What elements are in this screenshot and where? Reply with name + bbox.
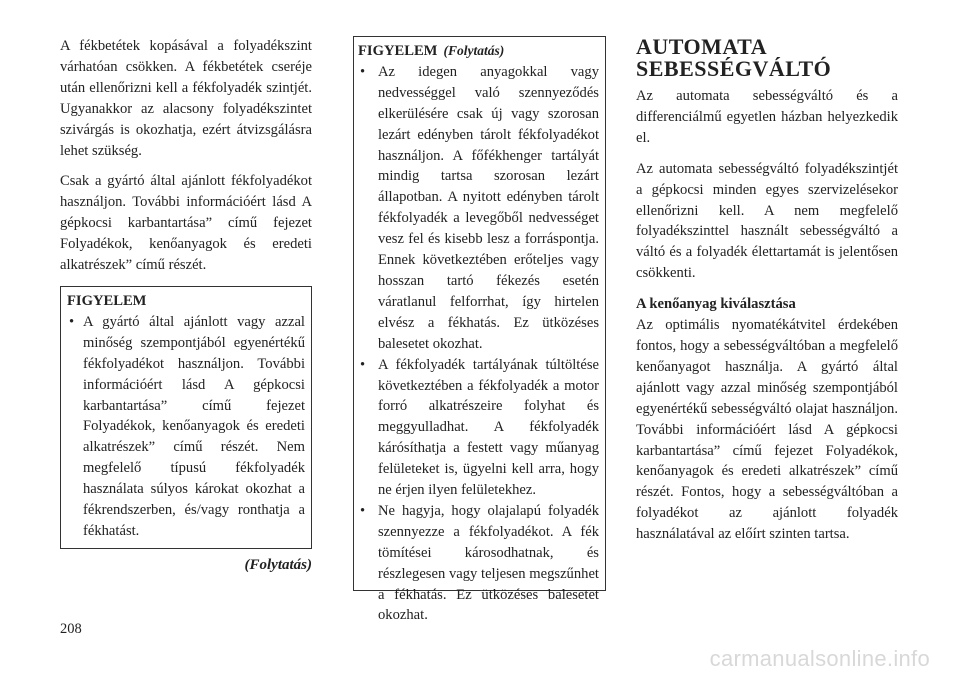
paragraph: A fékbetétek kopásával a folyadékszint várhatóan csökken. A fékbetétek cseréje után ellenőrizni kell a fékfolyadék szintjét. Ugyanakkor az alacsony folyadékszintet szivárgás is okozhatja, ezért átvizsgálásra lehet szükség. [60, 38, 312, 159]
warning-box-continued [353, 36, 606, 624]
warning-item: • Az idegen anyagokkal vagy nedvességgel való szennyeződés elkerülésére csak új vagy szorosan lezárt edényben tárolt fékfolyadékot használjon. A főfékhenger tartályát mindig tartsa szorosan lezárt állapotban. A nyitott edényben tárolt fékfolyadék a levegőből nedvességet vesz fel és kisebb lesz a forráspontja. Ennek következtében erőteljes vagy hosszan tartó fékezés esetén váratlanul felforrhat, így hirtelen elvész a fékhatás. Ez ütközéses balesetet okozhat. [354, 62, 605, 355]
section-title-line: AUTOMATA [636, 34, 768, 59]
paragraph: Csak a gyártó által ajánlott fékfolyadékot használjon. További információért lásd A gépkocsi karbantartása” című fejezet Folyadékok, kenőanyagok és eredeti alkatrészek” című részét. [60, 173, 312, 274]
warning-title-text: FIGYELEM [358, 43, 438, 59]
column-left [60, 36, 312, 576]
subheading: A kenőanyag kiválasztása [636, 296, 796, 313]
continued-label: (Folytatás) [244, 556, 312, 573]
warning-title-continued: (Folytatás) [443, 43, 505, 58]
column-right [636, 36, 898, 545]
section-title-line: SEBESSÉGVÁLTÓ [636, 56, 832, 81]
warning-item: • Ne hagyja, hogy olajalapú folyadék szennyezze a fékfolyadékot. A fék tömítései károsodhatnak, és részlegesen vagy teljesen megszűnhet a fékhatás. Ez ütközéses balesetet okozhat. [354, 501, 605, 626]
paragraph: Az optimális nyomatékátvitel érdekében fontos, hogy a sebességváltóban a megfelelő kenőanyagot használja. A gyártó által ajánlott vagy azzal minőség szempontjából egyenértékű sebességváltó olajat használjon. További információért lásd A gépkocsi karbantartása” című fejezet Folyadékok, kenőanyagok és eredeti alkatrészek” című részét. Fontos, hogy a sebességváltóban a folyadékot az ajánlott folyadék használatával az előírt szinten tartsa. [636, 317, 898, 543]
page-number: 208 [60, 621, 82, 637]
watermark: carmanualsonline.info [709, 646, 930, 671]
warning-box [60, 286, 312, 549]
warning-title: FIGYELEM [67, 292, 147, 309]
section-title [636, 36, 898, 80]
warning-list [354, 62, 605, 626]
warning-item: • A fékfolyadék tartályának túltöltése következtében a fékfolyadék a motor forró alkatrészeire folyhat és meggyulladhat. A fékfolyadék kárósíthatja a festett vagy műanyag felületeket is, ügyelni kell arra, hogy ne érjen ilyen felületekhez. [354, 355, 605, 501]
warning-title [354, 41, 605, 62]
warning-item: • A gyártó által ajánlott vagy azzal minőség szempontjából egyenértékű fékfolyadékot használjon. További információért lásd A gépkocsi karbantartása” című fejezet Folyadékok, kenőanyagok és eredeti alkatrészek” című részét. Nem megfelelő típusú fékfolyadék használata súlyos károkat okozhat a fékrendszerben, és/vagy ronthatja a fékhatást. [61, 312, 305, 542]
paragraph: Az automata sebességváltó és a differenciálmű egyetlen házban helyezkedik el. [636, 88, 898, 146]
warning-list [61, 312, 305, 542]
paragraph: Az automata sebességváltó folyadékszintjét a gépkocsi minden egyes szervizelésekor ellenőrizni kell. A nem megfelelő folyadékszinttel használt sebességváltó a váltó és a folyadék élettartamát is jelentősen csökkenti. [636, 160, 898, 282]
